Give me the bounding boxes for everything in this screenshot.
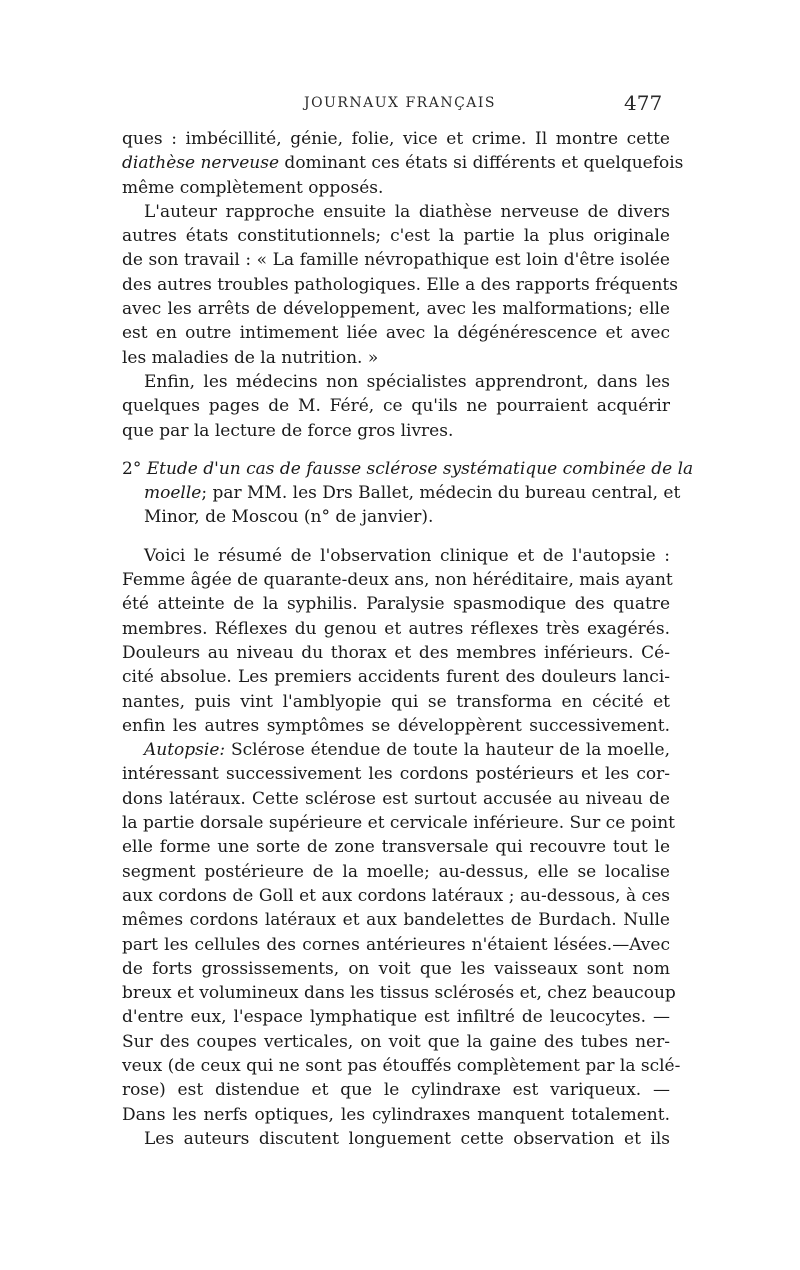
- text-line: diathèse nerveuse dominant ces états si différents et quelquefois: [122, 153, 684, 174]
- text-line: Minor, de Moscou (n° de janvier).: [144, 507, 434, 528]
- italic-term: diathèse nerveuse: [122, 153, 280, 174]
- text-line: rose) est distendue et que le cylindraxe est variqueux. —: [122, 1080, 670, 1101]
- text-line: intéressant successivement les cordons postérieurs et les cor-: [122, 764, 670, 785]
- running-header: JOURNAUX FRANÇAIS: [303, 95, 497, 111]
- text-line: que par la lecture de force gros livres.: [122, 420, 454, 441]
- text-line: des autres troubles pathologiques. Elle a des rapports fréquents: [122, 274, 678, 295]
- text-line: nantes, puis vint l'amblyopie qui se transforma en cécité et: [122, 691, 670, 712]
- text-line: la partie dorsale supérieure et cervicale inférieure. Sur ce point: [122, 813, 675, 834]
- text-line: autres états constitutionnels; c'est la partie la plus originale: [122, 226, 670, 247]
- text-line: Autopsie: Sclérose étendue de toute la hauteur de la moelle,: [144, 740, 670, 761]
- page-body: [122, 127, 694, 1151]
- text-line: quelques pages de M. Féré, ce qu'ils ne pourraient acquérir: [122, 396, 670, 417]
- text-line: Voici le résumé de l'observation clinique et de l'autopsie :: [144, 545, 670, 566]
- text-line: est en outre intimement liée avec la dégénérescence et avec: [122, 323, 670, 344]
- text-line: part les cellules des cornes antérieures n'étaient lésées.—Avec: [122, 934, 670, 955]
- text-line: Femme âgée de quarante-deux ans, non héréditaire, mais ayant: [122, 570, 673, 591]
- text-line: veux (de ceux qui ne sont pas étouffés complètement par la sclé-: [122, 1055, 681, 1076]
- text-line: mêmes cordons latéraux et aux bandelettes de Burdach. Nulle: [122, 910, 670, 931]
- text-line: avec les arrêts de développement, avec les malformations; elle: [122, 299, 670, 320]
- text-line: Enfin, les médecins non spécialistes apprendront, dans les: [144, 371, 670, 392]
- text-line: breux et volumineux dans les tissus sclérosés et, chez beaucoup: [122, 983, 676, 1004]
- text-line: segment postérieure de la moelle; au-dessus, elle se localise: [122, 861, 670, 882]
- text-line: aux cordons de Goll et aux cordons latéraux ; au-dessous, à ces: [122, 885, 670, 906]
- text-line: Dans les nerfs optiques, les cylindraxes manquent totalement.: [122, 1104, 670, 1125]
- text-line: ques : imbécillité, génie, folie, vice et crime. Il montre cette: [122, 129, 670, 149]
- text-line: moelle; par MM. les Drs Ballet, médecin du bureau central, et: [144, 483, 681, 504]
- item-title: Etude d'un cas de fausse sclérose systématique combinée de la: [146, 458, 694, 479]
- item-number: 2°: [122, 458, 142, 479]
- text-line: Douleurs au niveau du thorax et des membres inférieurs. Cé-: [122, 642, 670, 663]
- text-line: Les auteurs discutent longuement cette observation et ils: [144, 1128, 670, 1149]
- text-line: membres. Réflexes du genou et autres réflexes très exagérés.: [122, 618, 670, 639]
- text-line: même complètement opposés.: [122, 177, 384, 198]
- text-line: enfin les autres symptômes se développèrent successivement.: [122, 715, 670, 736]
- text-line: dons latéraux. Cette sclérose est surtout accusée au niveau de: [122, 788, 670, 809]
- text-line: été atteinte de la syphilis. Paralysie spasmodique des quatre: [122, 594, 670, 615]
- text-line: les maladies de la nutrition. »: [122, 347, 379, 368]
- text-line: elle forme une sorte de zone transversale qui recouvre tout le: [122, 837, 670, 858]
- item-heading: [122, 457, 694, 481]
- page-number: 477: [624, 91, 663, 115]
- text-line: L'auteur rapproche ensuite la diathèse nerveuse de divers: [144, 201, 670, 222]
- autopsy-label: Autopsie:: [144, 740, 226, 761]
- text-line: Sur des coupes verticales, on voit que la gaine des tubes ner-: [122, 1031, 670, 1052]
- text-line: d'entre eux, l'espace lymphatique est infiltré de leucocytes. —: [122, 1007, 670, 1028]
- text-line: de son travail : « La famille névropathique est loin d'être isolée: [122, 250, 670, 271]
- text-line: de forts grossissements, on voit que les vaisseaux sont nom: [122, 958, 670, 979]
- text-line: cité absolue. Les premiers accidents furent des douleurs lanci-: [122, 667, 670, 688]
